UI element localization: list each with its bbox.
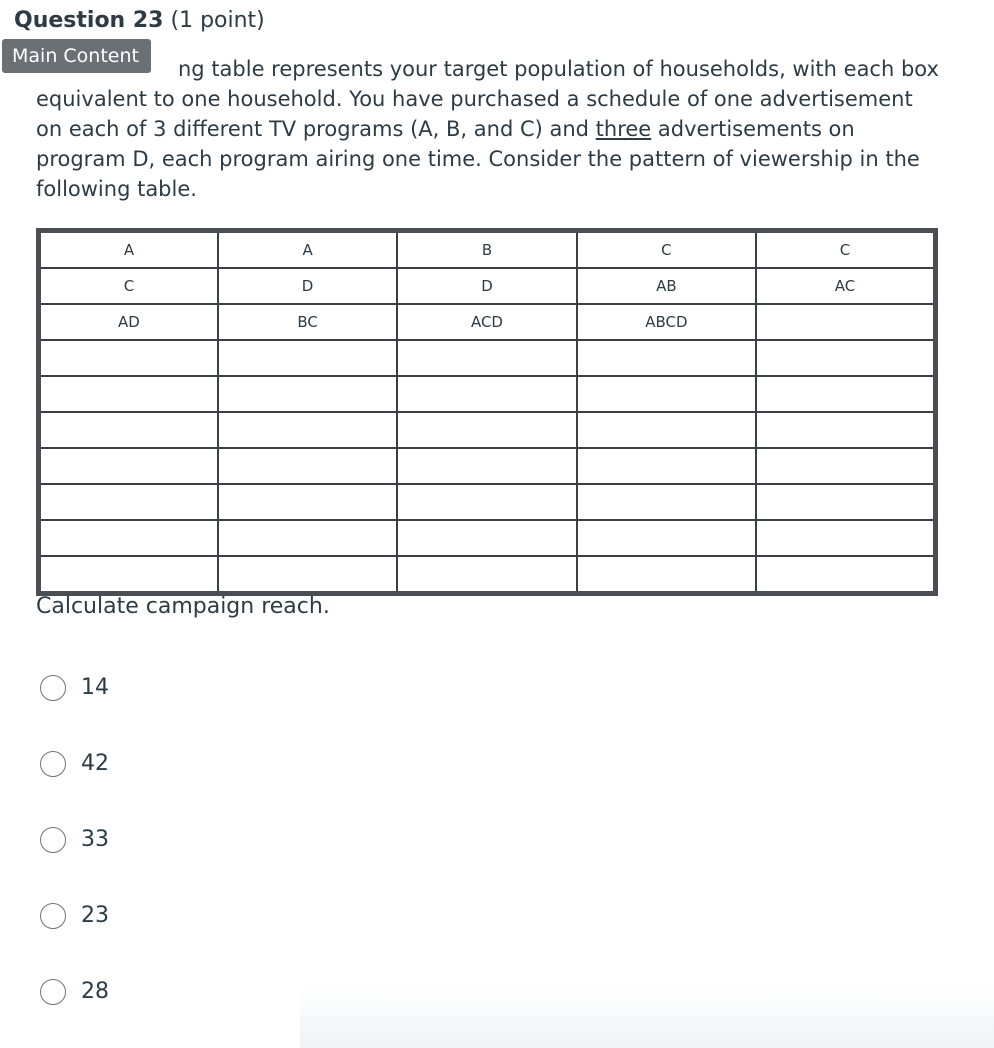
table-cell — [218, 376, 397, 412]
bottom-shadow — [300, 988, 994, 1048]
table-cell: D — [397, 268, 576, 304]
table-cell — [577, 556, 756, 594]
question-points: (1 point) — [170, 8, 265, 33]
question-text-line-3 — [36, 114, 986, 144]
question-text-line-2: equivalent to one household. You have purchased a schedule of one advertisement — [36, 87, 913, 111]
question-text-line-5: following table. — [36, 177, 197, 201]
question-title: Question 23 — [14, 8, 164, 33]
table-cell — [39, 412, 218, 448]
answer-option-3[interactable] — [40, 824, 109, 856]
table-cell — [397, 556, 576, 594]
table-row — [39, 304, 936, 340]
table-cell — [577, 340, 756, 376]
table-row — [39, 448, 936, 484]
table-cell: ABCD — [577, 304, 756, 340]
table-cell — [397, 412, 576, 448]
table-cell — [397, 520, 576, 556]
answer-option-label: 42 — [81, 751, 109, 776]
question-text-line-3-pre: on each of 3 different TV programs (A, B, and C) and — [36, 117, 596, 141]
answer-option-label: 14 — [81, 675, 109, 700]
table-cell: D — [218, 268, 397, 304]
calculation-prompt: Calculate campaign reach. — [36, 594, 330, 619]
table-cell — [218, 484, 397, 520]
table-row — [39, 556, 936, 594]
table-cell: AC — [756, 268, 935, 304]
table-cell — [577, 520, 756, 556]
table-cell — [756, 448, 935, 484]
question-header — [14, 6, 265, 36]
table-cell — [218, 556, 397, 594]
table-cell — [39, 520, 218, 556]
table-row — [39, 376, 936, 412]
table-cell — [756, 520, 935, 556]
radio-button-icon[interactable] — [40, 903, 66, 929]
table-cell — [218, 412, 397, 448]
table-cell — [756, 376, 935, 412]
table-cell: AD — [39, 304, 218, 340]
answer-option-4[interactable] — [40, 900, 109, 932]
question-text-line-3-post: advertisements on — [651, 117, 855, 141]
table-cell — [577, 484, 756, 520]
table-cell — [756, 556, 935, 594]
table-cell: C — [756, 231, 935, 269]
table-cell — [39, 448, 218, 484]
table-cell — [756, 484, 935, 520]
table-cell: A — [218, 231, 397, 269]
table-cell: C — [577, 231, 756, 269]
table-row — [39, 340, 936, 376]
table-cell — [577, 412, 756, 448]
table-row — [39, 484, 936, 520]
question-text-line-4: program D, each program airing one time. Consider the pattern of viewership in the — [36, 147, 920, 171]
radio-button-icon[interactable] — [40, 751, 66, 777]
answer-option-label: 33 — [81, 827, 109, 852]
table-cell — [39, 376, 218, 412]
table-row — [39, 268, 936, 304]
table-cell — [39, 556, 218, 594]
table-cell — [397, 448, 576, 484]
table-row — [39, 412, 936, 448]
radio-button-icon[interactable] — [40, 979, 66, 1005]
question-text — [36, 54, 986, 204]
answer-option-5[interactable] — [40, 976, 109, 1008]
table-cell — [397, 484, 576, 520]
table-cell — [577, 448, 756, 484]
table-cell — [397, 340, 576, 376]
table-cell: A — [39, 231, 218, 269]
table-cell — [397, 376, 576, 412]
table-cell — [577, 376, 756, 412]
main-content-skip-link[interactable]: Main Content — [2, 39, 151, 73]
table-cell — [39, 484, 218, 520]
radio-button-icon[interactable] — [40, 827, 66, 853]
viewership-table — [36, 228, 938, 596]
question-text-line-1-content: ng table represents your target population of households, with each box — [178, 57, 939, 81]
answer-option-2[interactable] — [40, 748, 109, 780]
question-text-line-1 — [36, 54, 986, 84]
question-text-emphasis-three: three — [595, 117, 652, 141]
answer-option-label: 28 — [81, 979, 109, 1004]
table-cell — [218, 448, 397, 484]
table-cell — [218, 520, 397, 556]
table-cell — [756, 304, 935, 340]
table-cell — [218, 340, 397, 376]
answer-option-1[interactable] — [40, 672, 109, 704]
table-cell: ACD — [397, 304, 576, 340]
radio-button-icon[interactable] — [40, 675, 66, 701]
table-cell: AB — [577, 268, 756, 304]
table-cell — [756, 412, 935, 448]
table-cell — [39, 340, 218, 376]
answer-option-label: 23 — [81, 903, 109, 928]
table-cell — [756, 340, 935, 376]
table-row — [39, 520, 936, 556]
table-cell: C — [39, 268, 218, 304]
table-cell: B — [397, 231, 576, 269]
table-cell: BC — [218, 304, 397, 340]
table-row — [39, 231, 936, 269]
